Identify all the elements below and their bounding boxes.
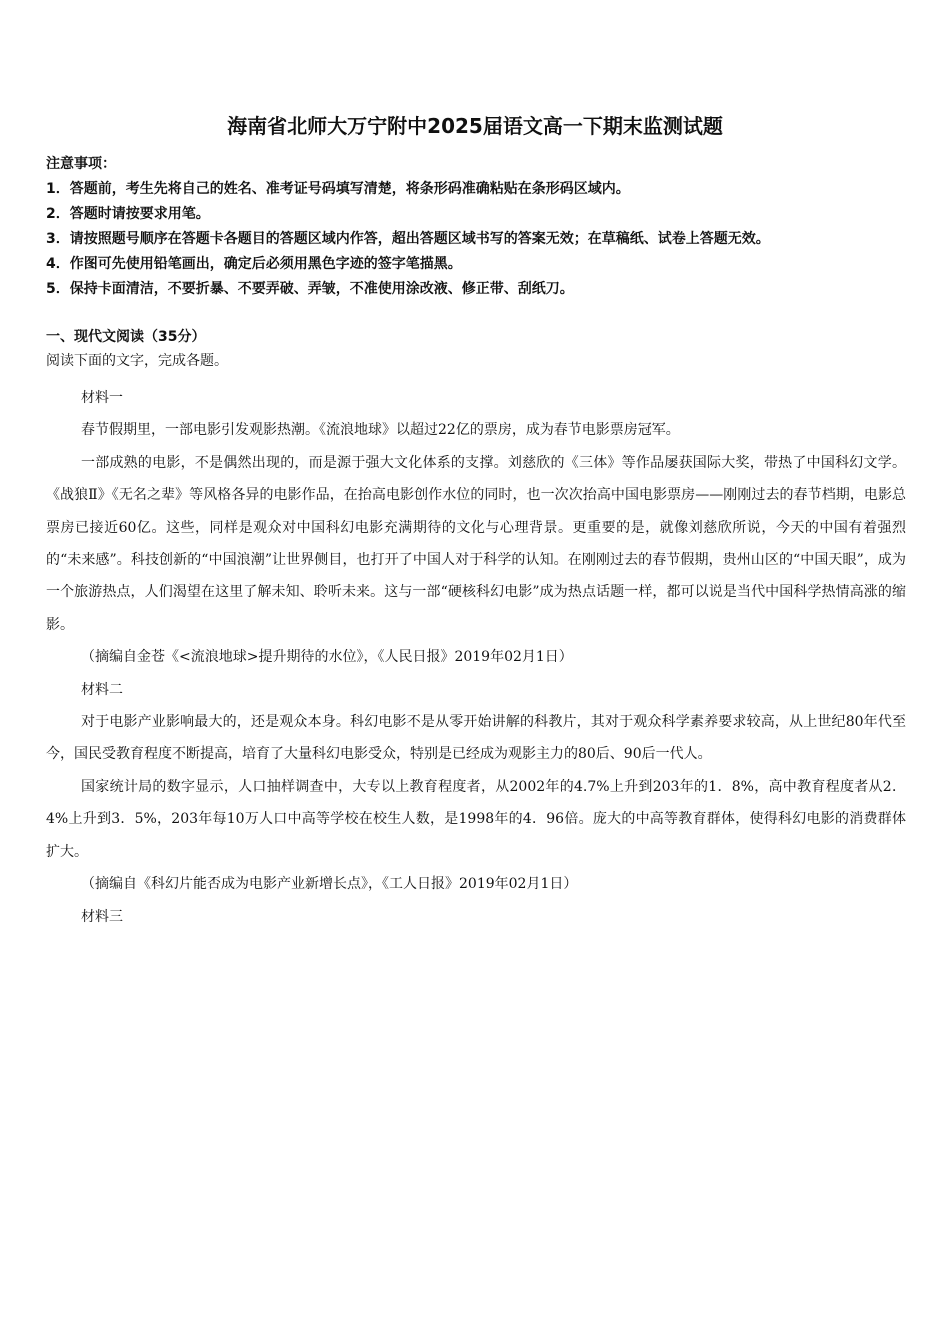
section-instruction: 阅读下面的文字，完成各题。 bbox=[46, 353, 228, 369]
section-heading: 一、现代文阅读（35分） bbox=[46, 329, 206, 345]
notice-heading: 注意事项： bbox=[46, 156, 116, 172]
exam-title: 海南省北师大万宁附中2025届语文高一下期末监测试题 bbox=[227, 114, 723, 138]
notice-item: 4．作图可先使用铅笔画出，确定后必须用黑色字迹的签字笔描黑。 bbox=[46, 256, 462, 272]
paragraph: 一部成熟的电影，不是偶然出现的，而是源于强大文化体系的支撑。刘慈欣的《三体》等作品屡获国际大奖，带热了中国科幻文学。《战狼Ⅱ》《无名之辈》等风格各异的电影作品，在抬高电影创作水位的同时，也一次次抬高中国电影票房——刚刚过去的春节档期，电影总票房已接近60亿。这些，同样是观众对中国科幻电影充满期待的文化与心理背景。更重要的是，就像刘慈欣所说，今天的中国有着强烈的“未来感”。科技创新的“中国浪潮”让世界侧目，也打开了中国人对于科学的认知。在刚刚过去的春节假期，贵州山区的“中国天眼”，成为一个旅游热点，人们渴望在这里了解未知、聆听未来。这与一部“硬核科幻电影”成为热点话题一样，都可以说是当代中国科学热情高涨的缩影。 bbox=[46, 454, 906, 633]
material-label: 材料二 bbox=[81, 681, 123, 698]
paragraph: 对于电影产业影响最大的，还是观众本身。科幻电影不是从零开始讲解的科教片，其对于观众科学素养要求较高，从上世纪80年代至今，国民受教育程度不断提高，培育了大量科幻电影受众，特别是已经成为观影主力的80后、90后一代人。 bbox=[46, 714, 906, 763]
material-label: 材料三 bbox=[81, 908, 123, 925]
material-label: 材料一 bbox=[81, 390, 123, 406]
notice-block bbox=[46, 152, 916, 302]
source-citation: （摘编自《科幻片能否成为电影产业新增长点》，《工人日报》2019年02月1日） bbox=[81, 876, 578, 893]
notice-item: 5．保持卡面清洁，不要折暴、不要弄破、弄皱，不准使用涂改液、修正带、刮纸刀。 bbox=[46, 281, 574, 297]
paragraph: 国家统计局的数字显示，人口抽样调查中，大专以上教育程度者，从2002年的4.7%上升到203年的1．8%，高中教育程度者从2．4%上升到3．5%，203年每10万人口中高等学校在校生人数，是1998年的4．96倍。庞大的中高等教育群体，使得科幻电影的消费群体扩大。 bbox=[46, 778, 906, 860]
notice-item: 1．答题前，考生先将自己的姓名、准考证号码填写清楚，将条形码准确粘贴在条形码区域内。 bbox=[46, 181, 630, 197]
reading-passage bbox=[46, 382, 906, 933]
notice-item: 2．答题时请按要求用笔。 bbox=[46, 206, 210, 222]
paragraph: 春节假期里，一部电影引发观影热潮。《流浪地球》以超过22亿的票房，成为春节电影票房冠军。 bbox=[81, 422, 680, 439]
notice-item: 3．请按照题号顺序在答题卡各题目的答题区域内作答，超出答题区域书写的答案无效；在草稿纸、试卷上答题无效。 bbox=[46, 231, 770, 247]
source-citation: （摘编自金苍《<流浪地球>提升期待的水位》，《人民日报》2019年02月1日） bbox=[81, 649, 573, 666]
